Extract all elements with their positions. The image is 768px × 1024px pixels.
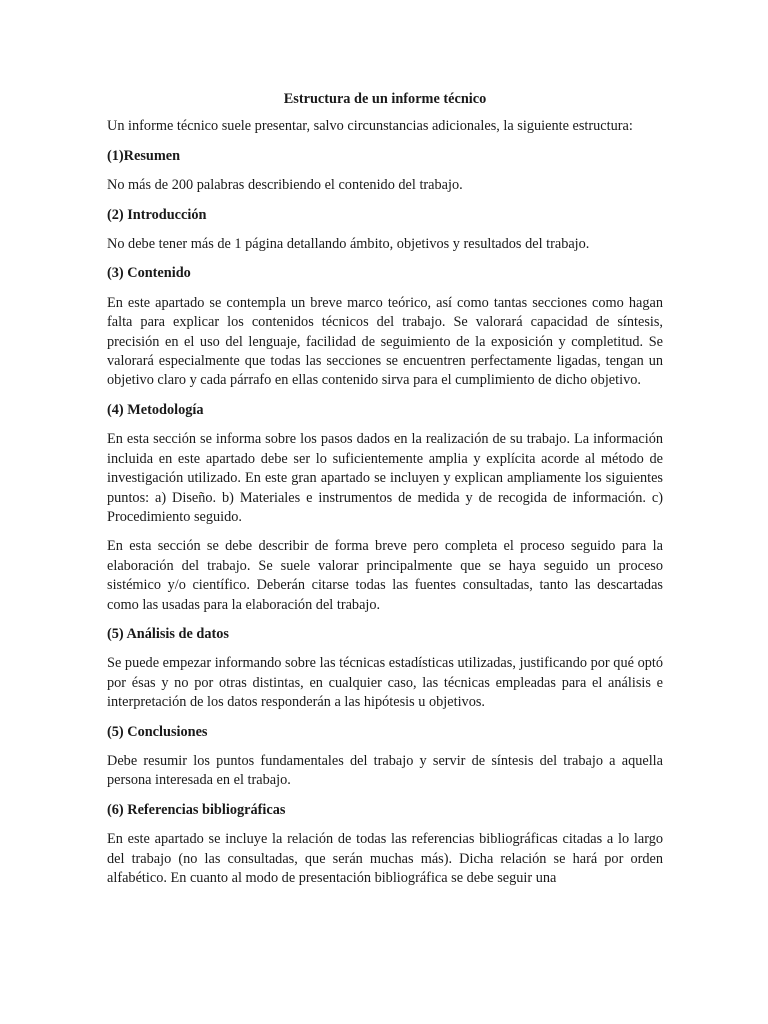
section-heading: (5) Conclusiones [107, 723, 208, 740]
section-paragraph: En este apartado se incluye la relación de todas las referencias bibliográficas citadas a lo largo del trabajo (no las consultadas, que serán muchas más). Dicha relación se hará por orden alfabético. En cuanto al modo de presentación bibliográfica se debe seguir una [107, 831, 663, 886]
section-conclusiones [107, 723, 663, 791]
section-paragraph: En este apartado se contempla un breve marco teórico, así como tantas secciones como hagan falta para explicar los contenidos técnicos del trabajo. Se valorará capacidad de síntesis, precisión en el uso del lenguaje, facilidad de seguimiento de la exposición y completitud. Se valorará especialmente que todas las secciones se encuentren perfectamente ligadas, tengan un objetivo claro y cada párrafo en ellas contenido sirva para el cumplimiento de dicho objetivo. [107, 294, 663, 389]
section-paragraph: No debe tener más de 1 página detallando ámbito, objetivos y resultados del trabajo. [107, 236, 590, 253]
section-heading: (6) Referencias bibliográficas [107, 801, 286, 818]
section-contenido [107, 264, 663, 390]
document-title: Estructura de un informe técnico [283, 91, 487, 107]
section-heading: (3) Contenido [107, 265, 191, 282]
section-introduccion [107, 206, 663, 255]
section-paragraph: Debe resumir los puntos fundamentales del trabajo y servir de síntesis del trabajo a aquella persona interesada en el trabajo. [107, 752, 663, 789]
section-heading: (2) Introducción [107, 206, 207, 223]
section-metodologia [107, 401, 663, 615]
section-resumen [107, 147, 663, 196]
section-paragraph: En esta sección se informa sobre los pasos dados en la realización de su trabajo. La información incluida en este apartado debe ser lo suficientemente amplia y explícita acorde al método de investigación utilizado. En este gran apartado se incluyen y explican ampliamente los siguientes puntos: a) Diseño. b) Materiales e instrumentos de medida y de recogida de información. c) Procedimiento seguido. [107, 431, 663, 525]
section-paragraph: En esta sección se debe describir de forma breve pero completa el proceso seguido para la elaboración del trabajo. Se suele valorar principalmente que se haya seguido un proceso sistémico y/o científico. Deberán citarse todas las fuentes consultadas, tanto las descartadas como las usadas para la elaboración del trabajo. [107, 538, 663, 613]
section-heading: (5) Análisis de datos [107, 625, 229, 642]
section-heading: (4) Metodología [107, 401, 204, 418]
section-heading: (1)Resumen [107, 147, 181, 164]
section-paragraph: Se puede empezar informando sobre las técnicas estadísticas utilizadas, justificando por qué optó por ésas y no por otras distintas, en cualquier caso, las técnicas empleadas para el análisis e interpretación de los datos responderán a las hipótesis u objetivos. [107, 655, 663, 711]
section-analisis-de-datos [107, 625, 663, 713]
section-paragraph: No más de 200 palabras describiendo el contenido del trabajo. [107, 177, 463, 194]
intro-paragraph: Un informe técnico suele presentar, salvo circunstancias adicionales, la siguiente estructura: [107, 118, 633, 135]
document-page [107, 90, 663, 898]
section-referencias-bibliograficas [107, 801, 663, 889]
